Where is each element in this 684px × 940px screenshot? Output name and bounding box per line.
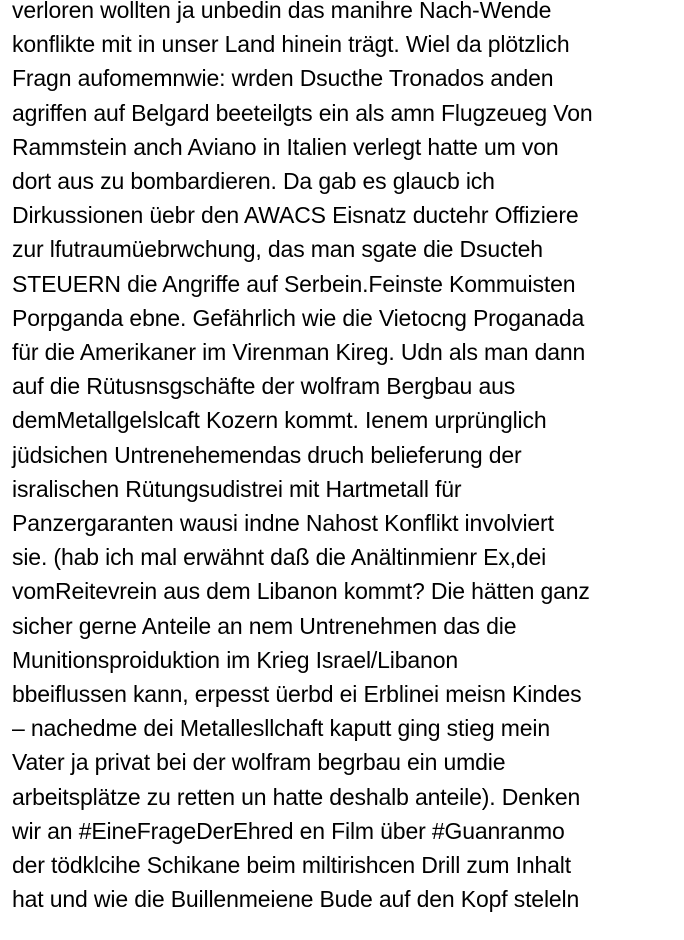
text-line: konflikte mit in unser Land hinein trägt. Wiel da plötzlich [12, 31, 570, 58]
text-line: Munitionsproiduktion im Krieg Israel/Libanon [12, 646, 458, 673]
text-line: wir an #EineFrageDerEhred en Film über #Guanranmo [12, 817, 565, 844]
text-line: Panzergaranten wausi indne Nahost Konflikt involviert [12, 510, 554, 537]
text-line: sie. (hab ich mal erwähnt daß die Anältinmienr Ex,dei [12, 544, 547, 571]
text-line: auf die Rütusnsgschäfte der wolfram Bergbau aus [12, 373, 516, 400]
text-line: für die Amerikaner im Virenman Kireg. Udn als man dann [12, 339, 586, 366]
body-text [12, 0, 680, 916]
text-line: Fragn aufomemnwie: wrden Dsucthe Tronados anden [12, 65, 554, 92]
text-line: jüdsichen Untrenehemendas druch belieferung der [12, 441, 522, 468]
text-line: demMetallgelslcaft Kozern kommt. Ienem urprünglich [12, 407, 547, 434]
text-line: verloren wollten ja unbedin das manihre Nach-Wende [12, 0, 552, 23]
text-line: der tödklcihe Schikane beim miltirishcen Drill zum Inhalt [12, 852, 572, 879]
text-line: sicher gerne Anteile an nem Untrenehmen das die [12, 612, 517, 639]
text-line: isralischen Rütungsudistrei mit Hartmetall für [12, 475, 462, 502]
text-line: Dirkussionen üebr den AWACS Eisnatz ductehr Offiziere [12, 202, 579, 229]
text-line: Rammstein anch Aviano in Italien verlegt hatte um von [12, 133, 559, 160]
text-line: hat und wie die Buillenmeiene Bude auf den Kopf steleln [12, 886, 580, 913]
text-line: bbeiflussen kann, erpesst üerbd ei Erblinei meisn Kindes [12, 681, 582, 708]
text-line: Vater ja privat bei der wolfram begrbau ein umdie [12, 749, 506, 776]
text-line: arbeitsplätze zu retten un hatte deshalb anteile). Denken [12, 783, 581, 810]
text-line: STEUERN die Angriffe auf Serbein.Feinste Kommuisten [12, 270, 576, 297]
text-line: dort aus zu bombardieren. Da gab es glaucb ich [12, 168, 495, 195]
text-line: zur lfutraumüebrwchung, das man sgate die Dsucteh [12, 236, 543, 263]
text-line: Porpganda ebne. Gefährlich wie die Vietocng Proganada [12, 304, 585, 331]
text-line: vomReitevrein aus dem Libanon kommt? Die hätten ganz [12, 578, 590, 605]
text-line: – nachedme dei Metallesllchaft kaputt ging stieg mein [12, 715, 550, 742]
text-line: agriffen auf Belgard beeteilgts ein als amn Flugzeueg Von [12, 99, 593, 126]
